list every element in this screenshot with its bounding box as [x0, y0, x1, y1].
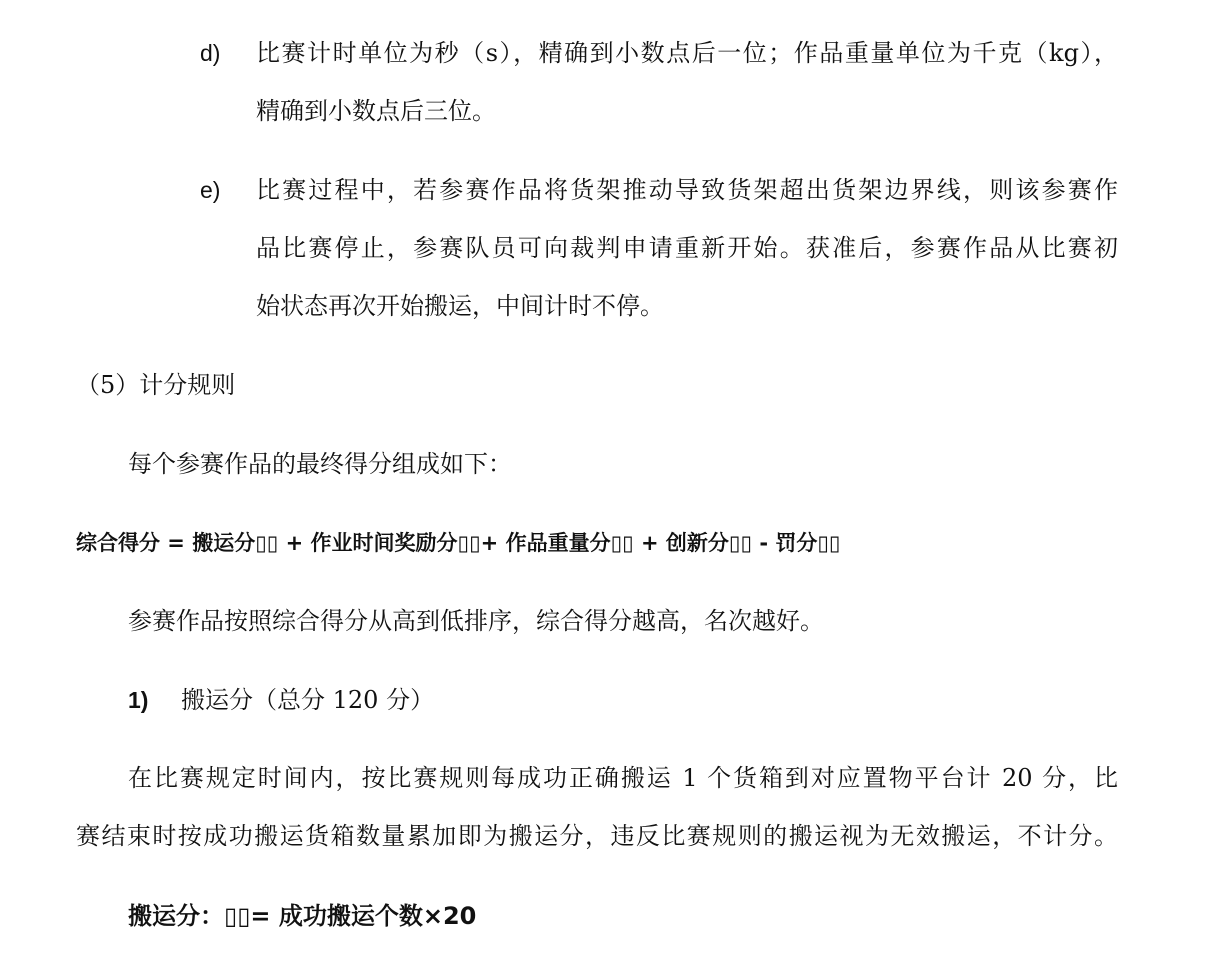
list-marker-d: d) [200, 40, 221, 66]
item-e-line-3: 始状态再次开始搬运，中间计时不停。 [256, 292, 664, 320]
carry-score-formula: 搬运分：▯▯= 成功搬运个数×20 [128, 902, 477, 930]
subsection-number: 1) [128, 687, 149, 713]
carry-paragraph-line-1: 在比赛规定时间内，按比赛规则每成功正确搬运 1 个货箱到对应置物平台计 20 分，比 [128, 764, 1118, 792]
subsection-title: 搬运分（总分 120 分） [181, 686, 435, 714]
list-marker-e: e) [200, 177, 221, 203]
score-formula: 综合得分 = 搬运分▯▯ + 作业时间奖励分▯▯+ 作品重量分▯▯ + 创新分▯▯ - 罚分▯▯ [76, 531, 841, 555]
item-d-line-1: 比赛计时单位为秒（s），精确到小数点后一位；作品重量单位为千克（kg）， [256, 39, 1118, 67]
section-heading: （5）计分规则 [76, 371, 236, 399]
section-intro: 每个参赛作品的最终得分组成如下： [128, 450, 512, 478]
ranking-text: 参赛作品按照综合得分从高到低排序，综合得分越高，名次越好。 [128, 607, 824, 635]
carry-paragraph-line-2: 赛结束时按成功搬运货箱数量累加即为搬运分，违反比赛规则的搬运视为无效搬运，不计分。 [76, 822, 1118, 850]
item-d-line-2: 精确到小数点后三位。 [256, 97, 496, 125]
item-e-line-2: 品比赛停止，参赛队员可向裁判申请重新开始。获准后，参赛作品从比赛初 [256, 234, 1118, 262]
item-e-line-1: 比赛过程中，若参赛作品将货架推动导致货架超出货架边界线，则该参赛作 [256, 176, 1118, 204]
